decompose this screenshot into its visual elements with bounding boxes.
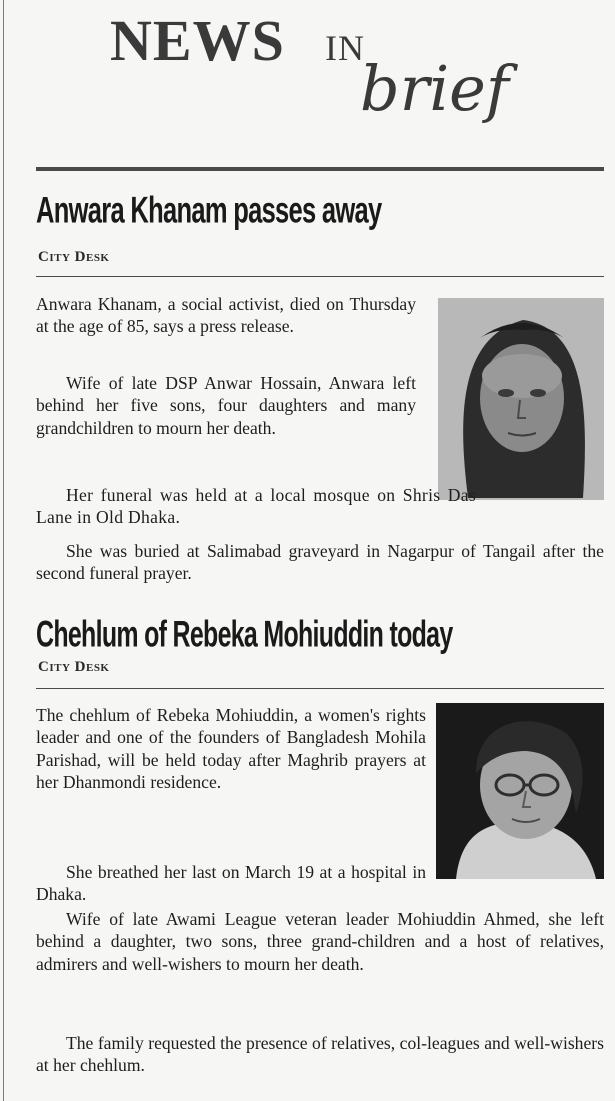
article-1-para-2: Wife of late DSP Anwar Hossain, Anwara left behind her five sons, four daughters and many grandchildren to mourn her death. — [36, 373, 416, 438]
article-2-para-2: She breathed her last on March 19 at a hospital in Dhaka. — [36, 862, 426, 905]
article-1-headline: Anwara Khanam passes away — [36, 190, 382, 232]
anwara-portrait — [438, 298, 604, 500]
masthead-brief: brief — [360, 52, 509, 125]
portrait-photo-icon — [436, 703, 604, 879]
masthead-news: NEWS — [110, 8, 285, 73]
masthead — [0, 0, 615, 165]
portrait-photo-icon — [438, 298, 604, 500]
article-2-para-4: The family requested the presence of relatives, col-leagues and well-wishers at her chehlum. — [36, 1033, 604, 1076]
rebeka-portrait — [436, 703, 604, 879]
article-1-para-4: She was buried at Salimabad graveyard in Nagarpur of Tangail after the second funeral prayer. — [36, 541, 604, 584]
article-2-para-1: The chehlum of Rebeka Mohiuddin, a women's rights leader and one of the founders of Bangladesh Mohila Parishad, will be held today after Maghrib prayers at her Dhanmondi residence. — [36, 705, 426, 793]
article-2-rule — [36, 688, 604, 689]
article-1-para-1: Anwara Khanam, a social activist, died on Thursday at the age of 85, says a press release. — [36, 294, 416, 337]
article-2-headline: Chehlum of Rebeka Mohiuddin today — [36, 614, 453, 656]
masthead-in: IN — [325, 28, 365, 68]
article-1-rule — [36, 276, 604, 277]
article-2-para-3: Wife of late Awami League veteran leader Mohiuddin Ahmed, she left behind a daughter, two sons, three grand-children and a host of relatives, admirers and well-wishers to mourn her death. — [36, 909, 604, 974]
article-2-desk: City Desk — [38, 659, 110, 675]
masthead-rule — [36, 167, 604, 171]
article-1-para-3: Her funeral was held at a local mosque on Shris Das Lane in Old Dhaka. — [36, 485, 476, 528]
column-rule — [3, 0, 4, 1101]
article-1-desk: City Desk — [38, 249, 110, 265]
